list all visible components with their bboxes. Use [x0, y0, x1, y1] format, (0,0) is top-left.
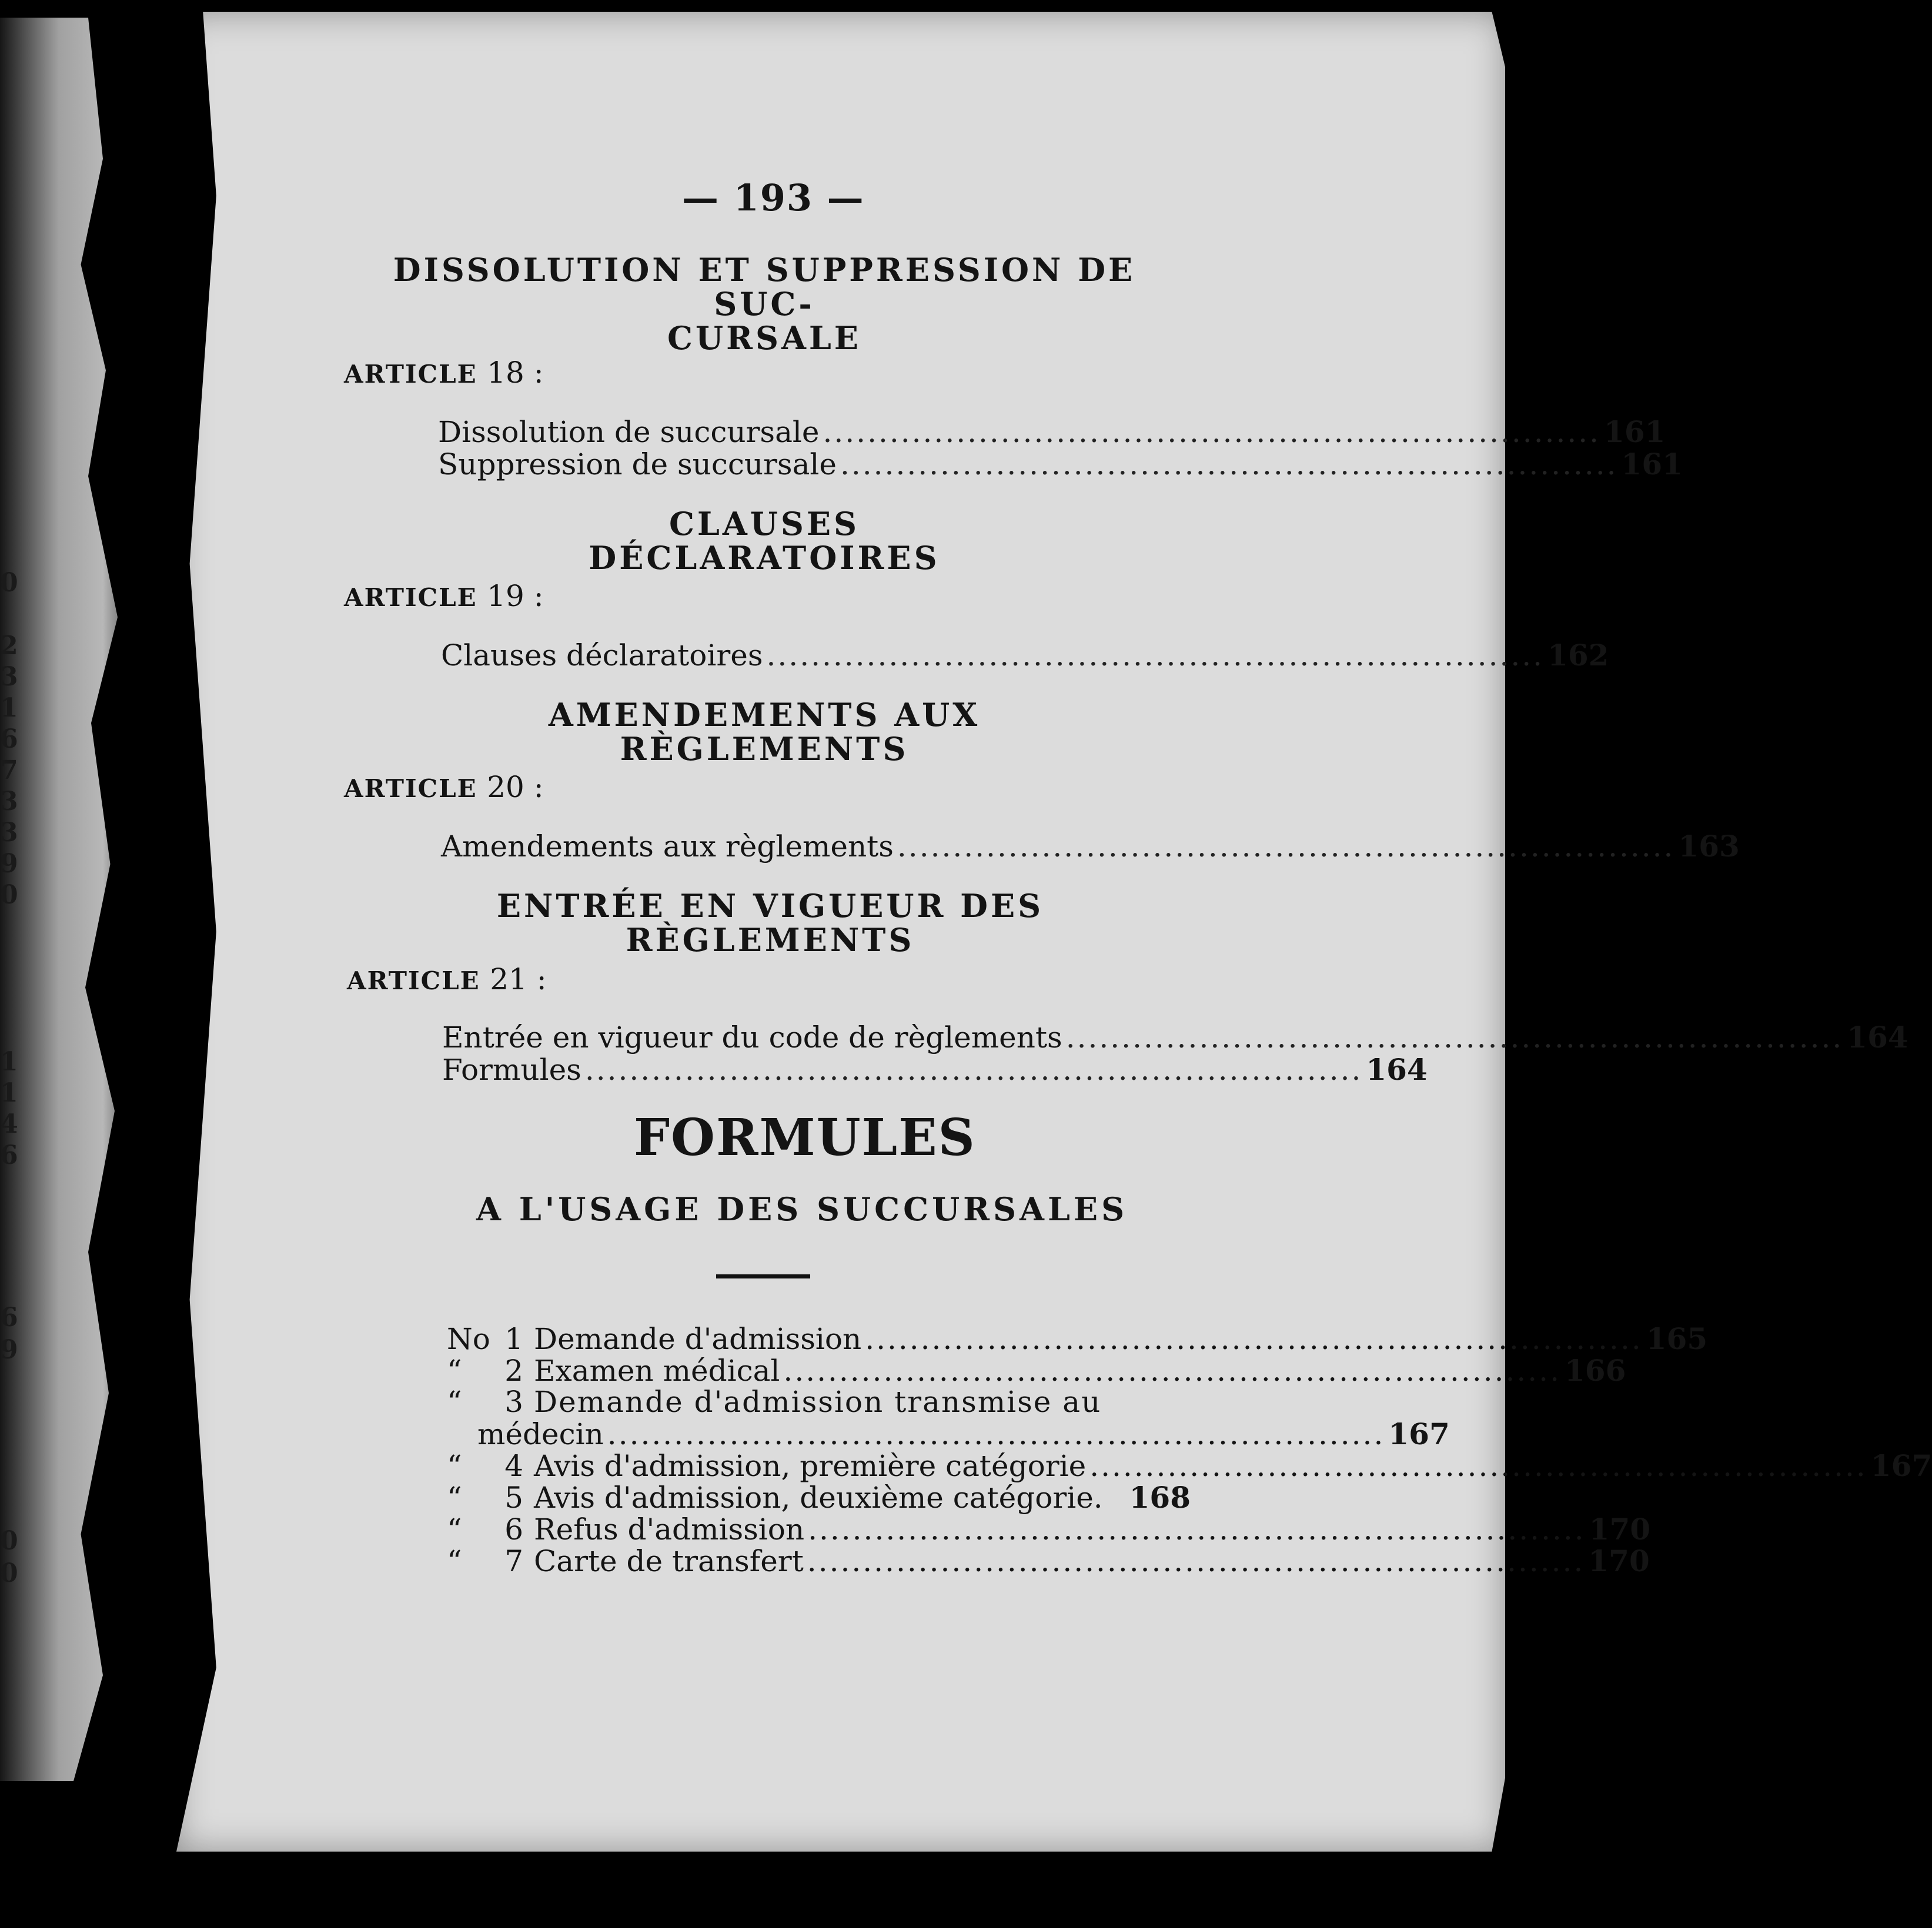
section-heading: [435, 698, 1094, 766]
form-text: médecin: [477, 1417, 604, 1451]
article-label: [347, 962, 547, 996]
toc-entry: [438, 414, 1666, 449]
section-heading: [376, 253, 1152, 355]
page-number: — 193 —: [682, 176, 865, 219]
toc-entry-text: Formules: [442, 1053, 581, 1087]
form-page: 168: [1129, 1480, 1191, 1515]
heading-line: CLAUSES DÉCLARATOIRES: [589, 505, 940, 577]
article-word: ARTICLE: [344, 583, 477, 612]
bleed-digit: 0: [0, 1558, 18, 1588]
article-word: ARTICLE: [344, 774, 477, 803]
form-page: 167: [1388, 1417, 1450, 1451]
toc-entry-text: Entrée en vigueur du code de règlements: [442, 1020, 1062, 1055]
form-mark: “: [447, 1512, 462, 1547]
form-entry: [447, 1321, 1708, 1356]
heading-line: AMENDEMENTS AUX RÈGLEMENTS: [548, 696, 981, 768]
bleed-digit: 3: [0, 786, 18, 816]
formules-subtitle: A L'USAGE DES SUCCURSALES: [476, 1190, 1128, 1228]
dot-leader: ......................................................................: [897, 829, 1675, 863]
dot-leader: ......................................................................: [584, 1053, 1363, 1087]
left-page-edge: [0, 0, 194, 1928]
toc-entry: [442, 1052, 1428, 1087]
form-number: 7: [504, 1544, 523, 1578]
form-page: 170: [1589, 1512, 1651, 1547]
heading-line: CURSALE: [667, 319, 861, 357]
bleed-digit: 9: [0, 1335, 18, 1365]
form-entry: [447, 1448, 1932, 1483]
form-number: 6: [504, 1512, 523, 1547]
form-page: 166: [1564, 1353, 1626, 1388]
form-text: Demande d'admission: [534, 1322, 862, 1356]
article-label: [344, 356, 544, 390]
dot-leader: ......................................................................: [807, 1544, 1585, 1578]
bleed-digit: 0: [0, 880, 18, 910]
bleed-digit: 1: [0, 1078, 18, 1108]
form-page: 167: [1870, 1448, 1932, 1483]
bleed-digit: 2: [0, 631, 18, 661]
bleed-digit: 6: [0, 1303, 18, 1333]
form-entry-continuation: [477, 1417, 1450, 1451]
form-entry: [447, 1480, 1191, 1515]
form-mark: “: [447, 1354, 462, 1388]
toc-entry: [442, 1020, 1908, 1055]
toc-entry-text: Suppression de succursale: [438, 447, 837, 481]
article-label: [344, 579, 544, 613]
bleed-digit: 0: [0, 568, 18, 598]
form-mark: “: [447, 1449, 462, 1483]
bleed-digit: 9: [0, 849, 18, 879]
form-text: Carte de transfert: [534, 1544, 804, 1578]
toc-entry-page: 163: [1678, 829, 1740, 863]
form-page: 170: [1588, 1544, 1650, 1578]
bleed-digit: 6: [0, 1140, 18, 1170]
bleed-digit: 1: [0, 1047, 18, 1077]
dot-leader: ......................................................................: [808, 1512, 1586, 1547]
dot-leader: ......................................................................: [607, 1417, 1385, 1451]
form-text: Avis d'admission, deuxième catégorie.: [534, 1481, 1103, 1515]
form-entry: [447, 1512, 1651, 1547]
form-mark: No: [447, 1322, 490, 1356]
bleed-digit: 3: [0, 662, 18, 692]
article-word: ARTICLE: [347, 966, 480, 995]
toc-entry-page: 164: [1366, 1052, 1428, 1087]
bleed-digit: 4: [0, 1109, 18, 1139]
toc-entry-page: 162: [1547, 638, 1609, 672]
form-number: 4: [504, 1449, 523, 1483]
form-text: Refus d'admission: [534, 1512, 805, 1547]
dot-leader: ......................................................................: [865, 1322, 1643, 1356]
dot-leader: ......................................................................: [840, 447, 1618, 481]
form-entry: [447, 1385, 1129, 1419]
heading-line: DISSOLUTION ET SUPPRESSION DE SUC-: [393, 251, 1136, 323]
toc-entry-text: Amendements aux règlements: [441, 829, 894, 863]
dot-leader: ......................................................................: [783, 1354, 1561, 1388]
bleed-digit: 1: [0, 693, 18, 723]
form-mark: “: [447, 1544, 462, 1578]
divider-rule: [716, 1274, 810, 1278]
toc-entry-text: Dissolution de succursale: [438, 415, 820, 449]
bleed-digit: 0: [0, 1526, 18, 1556]
article-number: 18 :: [487, 356, 544, 390]
form-page: 165: [1646, 1321, 1708, 1356]
form-entry: [447, 1544, 1650, 1578]
section-heading: [388, 889, 1152, 957]
form-text: Examen médical: [534, 1354, 780, 1388]
toc-entry: [438, 447, 1683, 481]
form-number: 3: [504, 1385, 523, 1419]
toc-entry: [441, 638, 1609, 672]
form-number: 1: [504, 1322, 523, 1356]
dot-leader: ......................................................................: [823, 415, 1601, 449]
form-mark: “: [447, 1481, 462, 1515]
heading-line: ENTRÉE EN VIGUEUR DES RÈGLEMENTS: [496, 887, 1044, 959]
toc-entry-page: 164: [1847, 1020, 1908, 1055]
article-word: ARTICLE: [344, 360, 477, 389]
bleed-digit: 3: [0, 818, 18, 848]
bleed-digit: 6: [0, 724, 18, 754]
form-text: Avis d'admission, première catégorie: [534, 1449, 1087, 1483]
toc-entry-text: Clauses déclaratoires: [441, 638, 763, 672]
toc-entry: [441, 829, 1740, 863]
form-number: 2: [504, 1354, 523, 1388]
section-heading: [494, 507, 1035, 575]
article-number: 21 :: [490, 962, 547, 996]
toc-entry-page: 161: [1621, 447, 1683, 481]
dot-leader: ......................................................................: [1065, 1020, 1844, 1055]
bleed-digit: 7: [0, 755, 18, 785]
form-number: 5: [504, 1481, 523, 1515]
formules-title: FORMULES: [634, 1108, 976, 1167]
form-entry: [447, 1353, 1626, 1388]
form-mark: “: [447, 1385, 462, 1419]
torn-edge: [0, 18, 147, 1781]
toc-entry-page: 161: [1604, 414, 1666, 449]
article-number: 19 :: [487, 579, 544, 613]
form-text: Demande d'admission transmise au: [534, 1385, 1102, 1419]
article-number: 20 :: [487, 770, 544, 804]
dot-leader: ......................................................................: [766, 638, 1545, 672]
dot-leader: ......................................................................: [1089, 1449, 1867, 1483]
article-label: [344, 770, 544, 804]
